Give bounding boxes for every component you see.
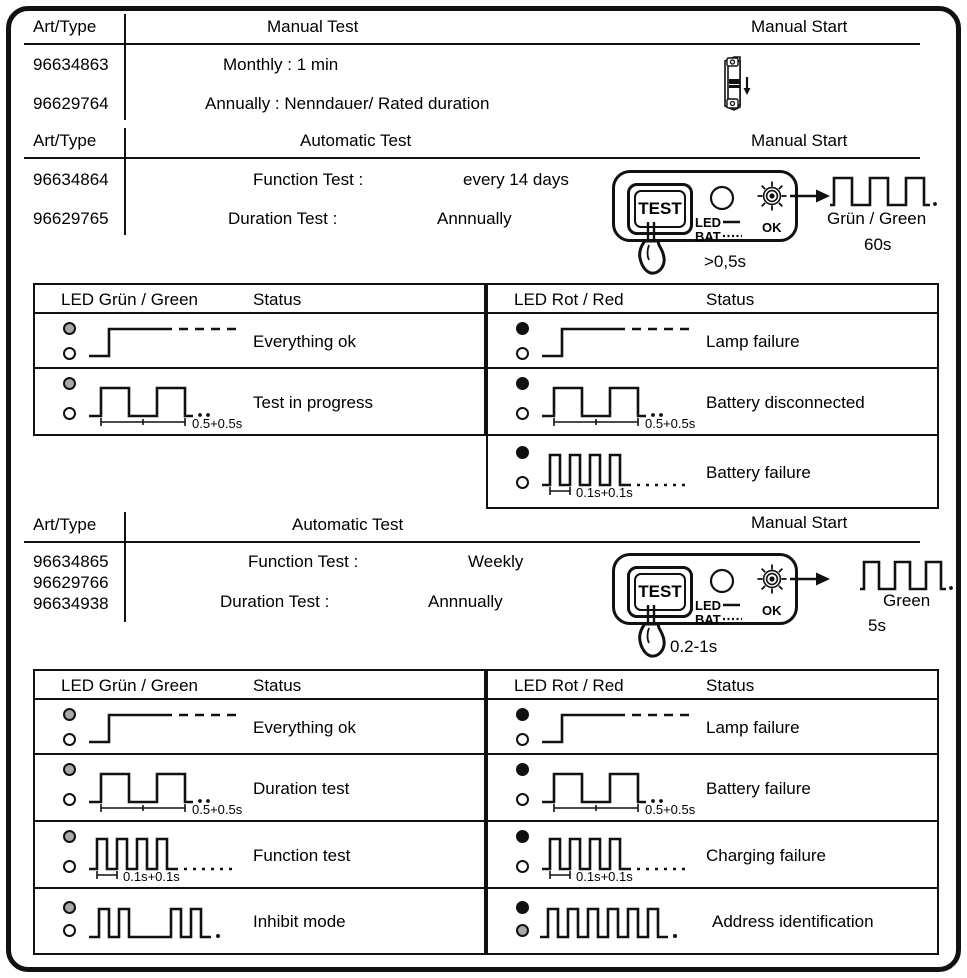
led-off-indicator bbox=[516, 407, 529, 420]
section1-col-start: Manual Start bbox=[751, 17, 848, 36]
hand-press-icon-1 bbox=[634, 222, 680, 278]
status-text: Inhibit mode bbox=[253, 912, 346, 931]
timing-label: 0.5+0.5s bbox=[192, 416, 243, 431]
table-row bbox=[35, 369, 484, 436]
section3-row-0-label: Function Test : bbox=[248, 552, 359, 571]
bat-dots-1 bbox=[723, 234, 743, 238]
table-row bbox=[35, 314, 484, 369]
section3-row-0-value: Weekly bbox=[468, 552, 524, 571]
waveform-step bbox=[87, 323, 247, 363]
timing-label: 0.5+0.5s bbox=[645, 416, 696, 431]
status-text: Battery failure bbox=[706, 779, 811, 798]
header-status-green-1: Status bbox=[253, 290, 302, 309]
status-text: Battery failure bbox=[706, 463, 811, 482]
test-button-label-2: TEST bbox=[638, 582, 682, 601]
section1-col-divider bbox=[124, 14, 126, 120]
led-off-indicator bbox=[63, 407, 76, 420]
led-off-indicator bbox=[63, 347, 76, 360]
section3-col-test: Automatic Test bbox=[292, 515, 404, 534]
table-row bbox=[35, 700, 484, 755]
led-on-indicator bbox=[516, 377, 529, 390]
led-on-indicator bbox=[63, 830, 76, 843]
section2-row-1-label: Duration Test : bbox=[228, 209, 338, 228]
section1-art-0: 96634863 bbox=[33, 55, 109, 74]
led-on-indicator bbox=[516, 446, 529, 459]
table-row bbox=[488, 755, 937, 822]
signal-duration-1: 60s bbox=[864, 235, 892, 254]
section1-header-rule bbox=[24, 43, 920, 45]
led-on-indicator bbox=[63, 377, 76, 390]
ok-label-1: OK bbox=[762, 220, 782, 235]
section1-col-art: Art/Type bbox=[33, 17, 97, 36]
status-text: Lamp failure bbox=[706, 718, 800, 737]
table-row bbox=[488, 889, 937, 955]
table-row bbox=[35, 822, 484, 889]
signal-waveform-2 bbox=[858, 556, 954, 594]
section1-art-1: 96629764 bbox=[33, 94, 109, 113]
status-text: Address identification bbox=[712, 912, 874, 931]
led-on-indicator bbox=[516, 830, 529, 843]
table-header-row bbox=[35, 285, 484, 314]
header-status-red-2: Status bbox=[706, 676, 755, 695]
section1-row-1-label: Annually : Nenndauer/ Rated duration bbox=[205, 94, 490, 113]
waveform-step bbox=[540, 323, 700, 363]
table-row bbox=[488, 822, 937, 889]
status-text: Duration test bbox=[253, 779, 350, 798]
section2-col-test: Automatic Test bbox=[300, 131, 412, 150]
status-table-red-2 bbox=[486, 669, 939, 955]
press-duration-2: 0.2-1s bbox=[670, 637, 718, 656]
section3-art-2: 96634938 bbox=[33, 594, 109, 613]
section3-col-divider bbox=[124, 512, 126, 622]
led-label-1: LED bbox=[695, 215, 721, 230]
section3-col-start: Manual Start bbox=[751, 513, 848, 532]
status-text: Function test bbox=[253, 846, 351, 865]
led-on-indicator bbox=[516, 763, 529, 776]
led-off-indicator bbox=[63, 924, 76, 937]
led-dash-1 bbox=[723, 220, 741, 224]
timing-label: 0.1s+0.1s bbox=[576, 869, 633, 884]
section3-row-1-label: Duration Test : bbox=[220, 592, 330, 611]
led-off-indicator bbox=[63, 860, 76, 873]
waveform-rapid bbox=[538, 903, 698, 943]
led-off-indicator bbox=[516, 924, 529, 937]
signal-waveform-1 bbox=[828, 172, 938, 210]
section2-header-rule bbox=[24, 157, 920, 159]
header-status-red-1: Status bbox=[706, 290, 755, 309]
press-duration-1: >0,5s bbox=[704, 252, 747, 271]
table-header-row bbox=[35, 671, 484, 700]
led-dash-2 bbox=[723, 603, 741, 607]
led-on-indicator bbox=[63, 763, 76, 776]
waveform-step bbox=[87, 709, 247, 749]
table-row bbox=[488, 436, 937, 509]
status-text: Everything ok bbox=[253, 718, 356, 737]
bat-dots-2 bbox=[723, 617, 743, 621]
timing-label: 0.5+0.5s bbox=[645, 802, 696, 817]
section3-col-art: Art/Type bbox=[33, 515, 97, 534]
table-header-row bbox=[488, 285, 937, 314]
led-on-indicator bbox=[63, 322, 76, 335]
table-row bbox=[35, 889, 484, 955]
signal-color-label-1: Grün / Green bbox=[827, 209, 927, 228]
section2-art-0: 96634864 bbox=[33, 170, 109, 189]
led-on-indicator bbox=[516, 901, 529, 914]
led-indicator-circle-2 bbox=[709, 568, 735, 594]
section2-col-art: Art/Type bbox=[33, 131, 97, 150]
table-header-row bbox=[488, 671, 937, 700]
timing-label: 0.5+0.5s bbox=[192, 802, 243, 817]
timing-label: 0.1s+0.1s bbox=[576, 485, 633, 500]
signal-color-label-2: Green bbox=[883, 591, 931, 610]
led-off-indicator bbox=[516, 347, 529, 360]
signal-arrow-2 bbox=[790, 571, 830, 587]
waveform-burst bbox=[87, 903, 247, 943]
ok-label-2: OK bbox=[762, 603, 782, 618]
header-status-green-2: Status bbox=[253, 676, 302, 695]
timing-label: 0.1s+0.1s bbox=[123, 869, 180, 884]
status-table-green-2 bbox=[33, 669, 486, 955]
table-row bbox=[35, 755, 484, 822]
section2-col-start: Manual Start bbox=[751, 131, 848, 150]
table-row bbox=[488, 369, 937, 436]
status-text: Battery disconnected bbox=[706, 393, 865, 412]
status-text: Everything ok bbox=[253, 332, 356, 351]
led-off-indicator bbox=[516, 860, 529, 873]
led-on-indicator bbox=[516, 322, 529, 335]
signal-duration-2: 5s bbox=[868, 616, 886, 635]
led-indicator-circle-1 bbox=[709, 185, 735, 211]
table-row bbox=[488, 700, 937, 755]
status-text: Lamp failure bbox=[706, 332, 800, 351]
led-off-indicator bbox=[516, 733, 529, 746]
header-led-red-1: LED Rot / Red bbox=[514, 290, 624, 309]
header-led-red-2: LED Rot / Red bbox=[514, 676, 624, 695]
section1-col-test: Manual Test bbox=[267, 17, 359, 36]
section1-row-0-label: Monthly : 1 min bbox=[223, 55, 339, 74]
ok-shine-icon-1 bbox=[757, 181, 787, 211]
bat-label-2: BAT bbox=[695, 612, 721, 627]
circuit-breaker-icon bbox=[718, 55, 766, 111]
section2-row-0-value: every 14 days bbox=[463, 170, 569, 189]
section2-row-1-value: Annnually bbox=[437, 209, 512, 228]
status-table-red-1 bbox=[486, 283, 939, 509]
led-off-indicator bbox=[516, 476, 529, 489]
signal-arrow-1 bbox=[790, 188, 830, 204]
test-button-label-1: TEST bbox=[638, 199, 682, 218]
led-off-indicator bbox=[516, 793, 529, 806]
header-led-green-1: LED Grün / Green bbox=[61, 290, 199, 309]
header-led-green-2: LED Grün / Green bbox=[61, 676, 199, 695]
section3-row-1-value: Annnually bbox=[428, 592, 503, 611]
led-label-2: LED bbox=[695, 598, 721, 613]
section2-row-0-label: Function Test : bbox=[253, 170, 364, 189]
section3-art-0: 96634865 bbox=[33, 552, 109, 571]
led-on-indicator bbox=[63, 901, 76, 914]
ok-shine-icon-2 bbox=[757, 564, 787, 594]
led-on-indicator bbox=[63, 708, 76, 721]
section2-art-1: 96629765 bbox=[33, 209, 109, 228]
status-text: Charging failure bbox=[706, 846, 827, 865]
section3-art-1: 96629766 bbox=[33, 573, 109, 592]
table-row bbox=[488, 314, 937, 369]
status-text: Test in progress bbox=[253, 393, 373, 412]
section3-header-rule bbox=[24, 541, 920, 543]
section2-col-divider bbox=[124, 128, 126, 235]
status-table-green-1 bbox=[33, 283, 486, 436]
led-on-indicator bbox=[516, 708, 529, 721]
waveform-step bbox=[540, 709, 700, 749]
led-off-indicator bbox=[63, 793, 76, 806]
led-off-indicator bbox=[63, 733, 76, 746]
bat-label-1: BAT bbox=[695, 229, 721, 244]
